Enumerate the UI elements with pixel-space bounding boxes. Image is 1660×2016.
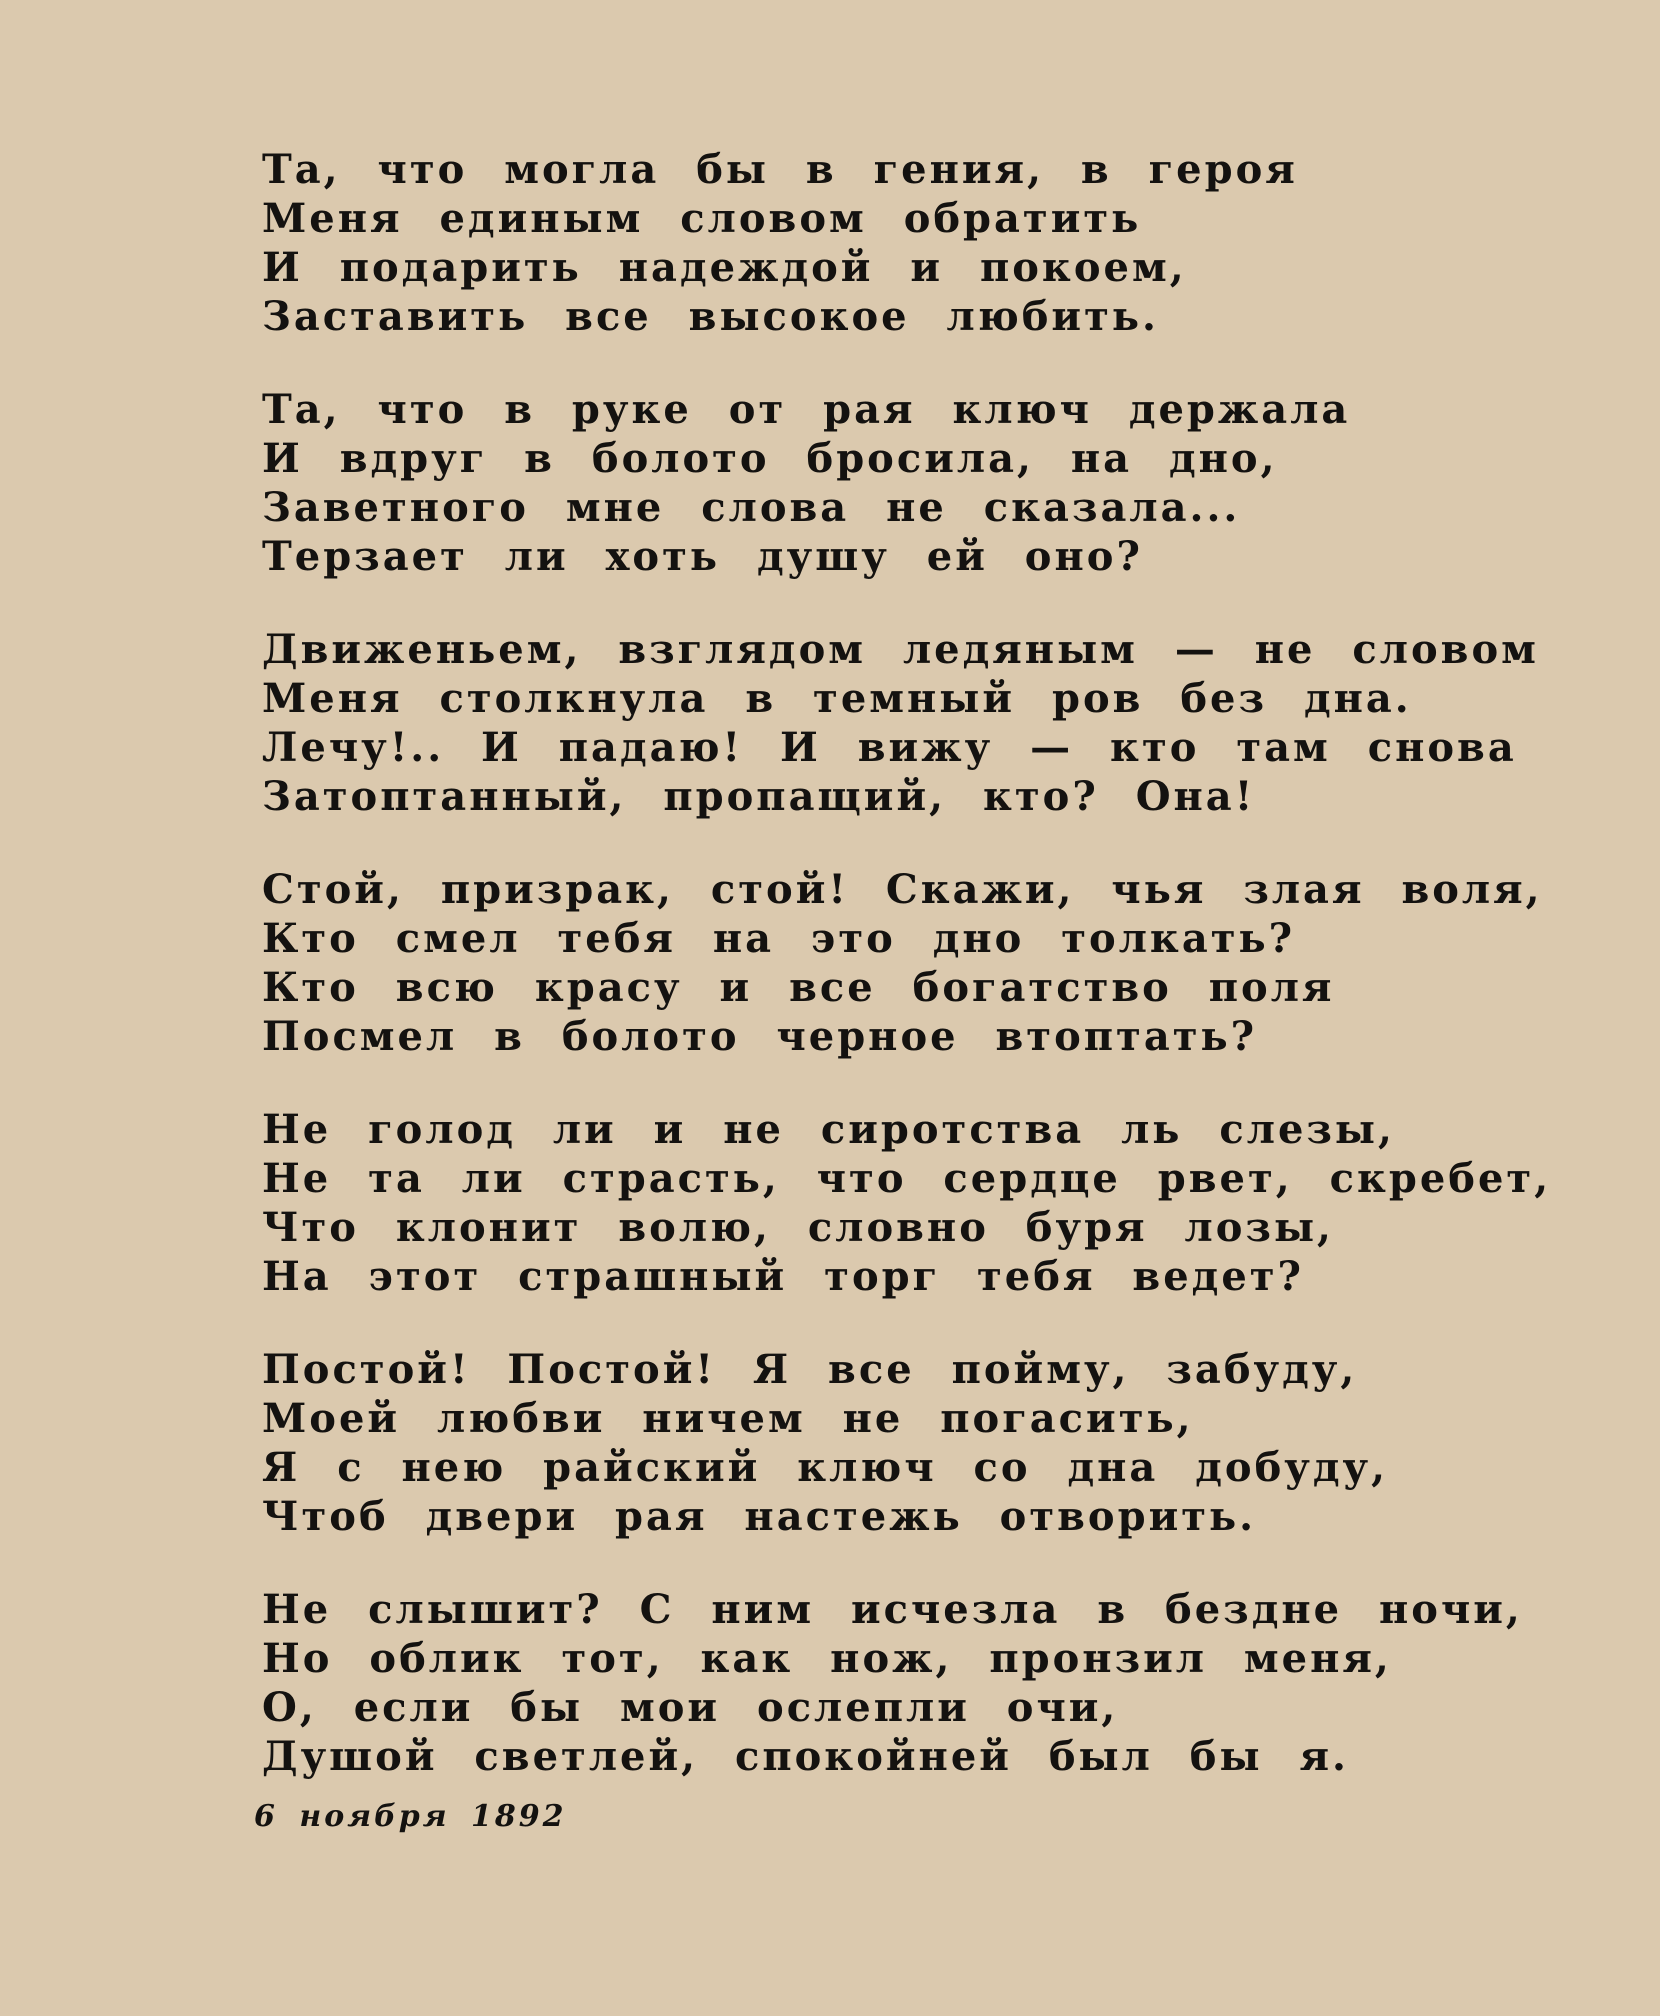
stanza [262,1585,1523,1781]
poem-line: Не слышит? С ним исчезла в бездне ночи, [262,1586,1523,1633]
poem-line: И подарить надеждой и покоем, [262,244,1187,291]
poem-line: Душой светлей, спокойней был бы я. [262,1733,1349,1780]
poem-date: 6 ноября 1892 [254,1799,567,1834]
poem-line: Стой, призрак, стой! Скажи, чья злая воля, [262,866,1543,913]
poem-line: Чтоб двери рая настежь отворить. [262,1493,1257,1540]
poem-line: Затоптанный, пропащий, кто? Она! [262,773,1256,820]
poem-line: Терзает ли хоть душу ей оно? [262,533,1143,580]
poem-line: Посмел в болото черное втоптать? [262,1013,1258,1060]
poem-line: Та, что могла бы в гения, в героя [262,146,1298,193]
stanza [262,145,1472,341]
poem-line: Что клонит волю, словно буря лозы, [262,1204,1334,1251]
poem-line: Та, что в руке от рая ключ держала [262,386,1351,433]
poem-line: Не голод ли и не сиротства ль слезы, [262,1106,1395,1153]
poem-line: Заставить все высокое любить. [262,293,1159,340]
poem-line: Лечу!.. И падаю! И вижу — кто там снова [262,724,1517,771]
poem-line: Я с нею райский ключ со дна добуду, [262,1444,1389,1491]
poem-line: Кто всю красу и все богатство поля [262,964,1335,1011]
stanza [262,1345,1472,1541]
poem-line: Не та ли страсть, что сердце рвет, скребет, [262,1155,1552,1202]
poem-line: Движеньем, взглядом ледяным — не словом [262,626,1539,673]
poem-line: Кто смел тебя на это дно толкать? [262,915,1296,962]
poem-line: Меня единым словом обратить [262,195,1142,242]
poem-line: О, если бы мои ослепли очи, [262,1684,1119,1731]
poem-line: Заветного мне слова не сказала... [262,484,1241,531]
poem-line: Постой! Постой! Я все пойму, забуду, [262,1346,1358,1393]
stanza [262,385,1472,581]
poem-line: На этот страшный торг тебя ведет? [262,1253,1304,1300]
poem-line: Но облик тот, как нож, пронзил меня, [262,1635,1392,1682]
stanza [262,865,1543,1061]
stanza [262,1105,1552,1301]
poem-line: И вдруг в болото бросила, на дно, [262,435,1278,482]
poem-line: Моей любви ничем не погасить, [262,1395,1194,1442]
poem [262,145,1552,1781]
poem-line: Меня столкнула в темный ров без дна. [262,675,1412,722]
poem-page [254,145,1552,1834]
stanza [262,625,1539,821]
